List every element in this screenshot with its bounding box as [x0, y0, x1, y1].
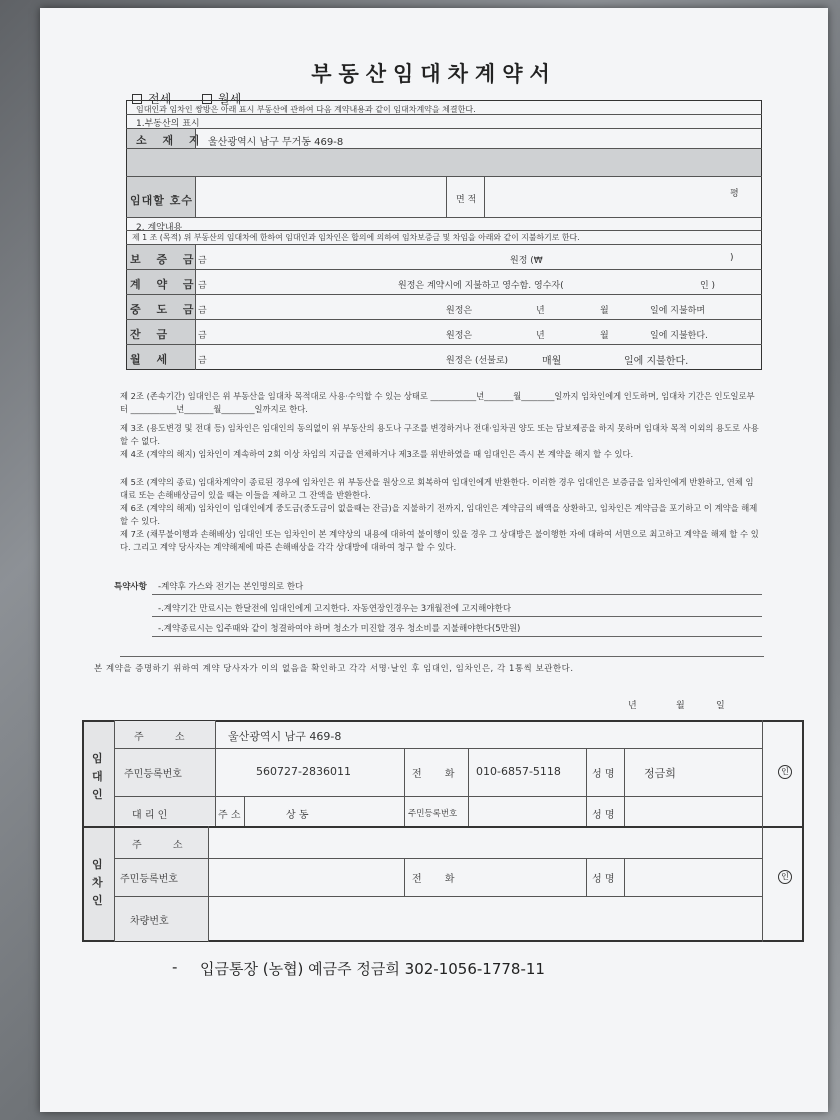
- lessee-side-label: 임차인: [92, 858, 103, 907]
- lessor-phone: 010-6857-5118: [476, 765, 561, 778]
- closing-text: 본 계약을 증명하기 위하여 계약 당사자가 이의 없음을 확인하고 각각 서명·날인 후 임대인, 임차인은, 각 1통씩 보관한다.: [94, 663, 574, 673]
- clause-6: 제 6조 (계약의 해제) 임차인이 임대인에게 중도금(중도금이 없을때는 잔금)을 지불하기 전까지, 임대인은 계약금의 배액을 상환하고, 임차인은 계약금을 포기하고 이 계약을 해제할 수 있다.: [120, 503, 758, 526]
- location-value: 울산광역시 남구 무거동 469-8: [208, 137, 344, 148]
- interim-label: 중 도 금: [130, 303, 200, 316]
- rent-handwritten: 매월: [542, 356, 562, 367]
- intro-text: 임대인과 임차인 쌍방은 아래 표시 부동산에 관하여 다음 계약내용과 같이 임대차계약을 체결한다.: [136, 105, 476, 114]
- page-title: 부동산임대차계약서: [311, 62, 557, 86]
- clause-5: 제 5조 (계약의 종료) 임대차계약이 종료된 경우에 임차인은 위 부동산을 원상으로 회복하여 임대인에게 반환한다. 이러한 경우 임대인은 보증금을 임차인에게 반환하고, 연체 임대료 또는 손해배상금이 있을 때는 이들을 제하고 그 잔액을 반환한다.: [120, 477, 754, 500]
- unit-label: 임대할 호수: [130, 194, 193, 207]
- area-label: 면 적: [456, 195, 477, 205]
- special-item: -.계약기간 만료시는 한달전에 임대인에게 고지한다. 자동연장인경우는 3개월전에 고지해야한다: [158, 604, 512, 614]
- article1-text: 제 1 조 (목적) 위 부동산의 임대차에 한하여 임대인과 임차인은 합의에 의하여 임차보증금 및 차임을 아래와 같이 지불하기로 한다.: [132, 233, 580, 242]
- location-label: 소 재 지: [136, 134, 206, 147]
- contract-paper: 부동산임대차계약서 전세 월세 임대인과 임차인 쌍방은 아래 표시 부동산에 관하여 다음 계약내용과 같이 임대차계약을 체결한다. 1.부동산의 표시 소 재 지 울산광역시 남구 무거동 469-8 임대할 호수 면 적 평 2. 계약내용 제 1 조 (목적) 위 부동산의 임대차에 한하여 임대인과 임차인은 합의에 의하여 임차보증금 및 차임을 아래와 같이 지불하기로 한다. 보 증 금 금 원정 (₩ ) 계 약 금 금 원정은 계약시에 지불하고 영수함. 영수자( 인 ) 중 도 금 금 원정은 년 월 일에 지불하며 잔 금 금 원정은 년 월 일에 지불한다. 월 세 금 원정은 (선불로) 매월 일에 지불한다. 제 2조 (존속기간) 임대인은 위 부동산을 임대차 목적대로 사용·수익할 수 있는 상태로 ___________년_______월________일까지 임차인에게 인도하며, 임대차 기간은 인도일로부터 ___________년_______월________일까지로 한다. 제 3조 (용도변경 및 전대 등) 임차인은 임대인의 동의없이 위 부동산의 용도나 구조를 변경하거나 전대·임차권 양도 또는 담보제공을 하지 못하며 임대차 목적 이외의 용도로 사용할 수 없다. 제 4조 (계약의 해지) 임차인이 계속하여 2회 이상 차임의 지급을 연체하거나 제3조를 위반하였을 때 임대인은 즉시 본 계약을 해지 할 수 있다. 제 5조 (계약의 종료) 임대차계약이 종료된 경우에 임차인은 위 부동산을 원상으로 회복하여 임대인에게 반환한다. 이러한 경우 임대인은 보증금을 임차인에게 반환하고, 연체 임대료 또는 손해배상금이 있을 때는 이들을 제하고 그 잔액을 반환한다. 제 6조 (계약의 해제) 임차인이 임대인에게 중도금(중도금이 없을때는 잔금)을 지불하기 전까지, 임대인은 계약금의 배액을 상환하고, 임차인은 계약금을 포기하고 이 계약을 해제할 수 있다. 제 7조 (채무불이행과 손해배상) 임대인 또는 임차인이 본 계약상의 내용에 대하여 불이행이 있을 경우 그 상대방은 불이행한 자에 대하여 서면으로 최고하고 계약을 해제 할 수 있다. 그리고 계약 당사자는 계약해제에 따른 손해배상을 각각 상대방에 대하여 청구 할 수 있다. 특약사항 -계약후 가스와 전기는 본인명의로 한다 -.계약기간 만료시는 한달전에 임대인에게 고지한다. 자동연장인경우는 3개월전에 고지해야한다 -.계약종료시는 입주때와 같이 청결하여야 하며 청소가 미진할 경우 청소비를 지불해야한다(5만원) 본 계약을 증명하기 위하여 계약 당사자가 이의 없음을 확인하고 각각 서명·날인 후 임대인, 임차인은, 각 1통씩 보관한다. 년 월 일 임대인 임차인 주 소 울산광역시 남구 469-8 주민등록번호 560727-2836011 전 화 010-6857-5118 성 명 정금희 인 대 리 인 주 소 상 동 주민등록번호 성 명 주 소 주민등록번호 전 화 성 명 인 차량번호 - 입금통장 (농협) 예금주 정금희 302-1056-1778-11: [40, 8, 828, 1112]
- deposit-label: 보 증 금: [130, 253, 200, 266]
- seal-icon: 인: [778, 870, 792, 884]
- lessor-side-label: 임대인: [92, 752, 103, 801]
- bank-account: 입금통장 (농협) 예금주 정금희 302-1056-1778-11: [200, 960, 545, 978]
- contract-deposit-label: 계 약 금: [130, 278, 200, 291]
- balance-label: 잔 금: [130, 328, 174, 341]
- bank-dash: -: [172, 958, 178, 976]
- lessor-address: 울산광역시 남구 469-8: [228, 730, 342, 743]
- section2-heading: 2. 계약내용: [136, 223, 183, 233]
- clause-3: 제 3조 (용도변경 및 전대 등) 임차인은 임대인의 동의없이 위 부동산의 용도나 구조를 변경하거나 전대·임차권 양도 또는 담보제공을 하지 못하며 임대차 목적 이외의 용도로 사용할 수 없다.: [120, 423, 759, 446]
- special-label: 특약사항: [114, 582, 147, 592]
- checkbox-wolse[interactable]: 월세: [202, 90, 241, 107]
- special-item: -계약후 가스와 전기는 본인명의로 한다: [158, 582, 304, 592]
- section1-heading: 1.부동산의 표시: [136, 119, 200, 129]
- lessor-name: 정금희: [644, 767, 676, 780]
- checkbox-jeonse[interactable]: 전세: [132, 90, 171, 107]
- clause-7: 제 7조 (채무불이행과 손해배상) 임대인 또는 임차인이 본 계약상의 내용에 대하여 불이행이 있을 경우 그 상대방은 불이행한 자에 대하여 서면으로 최고하고 계약을 해제 할 수 있다. 그리고 계약 당사자는 계약해제에 따른 손해배상을 각각 상대방에 대하여 청구 할 수 있다.: [120, 529, 759, 552]
- area-unit: 평: [730, 189, 739, 199]
- clause-4: 제 4조 (계약의 해지) 임차인이 계속하여 2회 이상 차임의 지급을 연체하거나 제3조를 위반하였을 때 임대인은 즉시 본 계약을 해지 할 수 있다.: [120, 449, 634, 459]
- seal-icon: 인: [778, 765, 792, 779]
- clause-2: 제 2조 (존속기간) 임대인은 위 부동산을 임대차 목적대로 사용·수익할 수 있는 상태로 ___________년_______월________일까지 임차인에게 인도하며, 임대차 기간은 인도일로부터 ___________년_______월________일까지로 한다.: [120, 391, 755, 414]
- monthly-rent-label: 월 세: [130, 353, 174, 366]
- lessor-id: 560727-2836011: [256, 765, 351, 778]
- special-item: -.계약종료시는 입주때와 같이 청결하여야 하며 청소가 미진할 경우 청소비를 지불해야한다(5만원): [158, 624, 521, 634]
